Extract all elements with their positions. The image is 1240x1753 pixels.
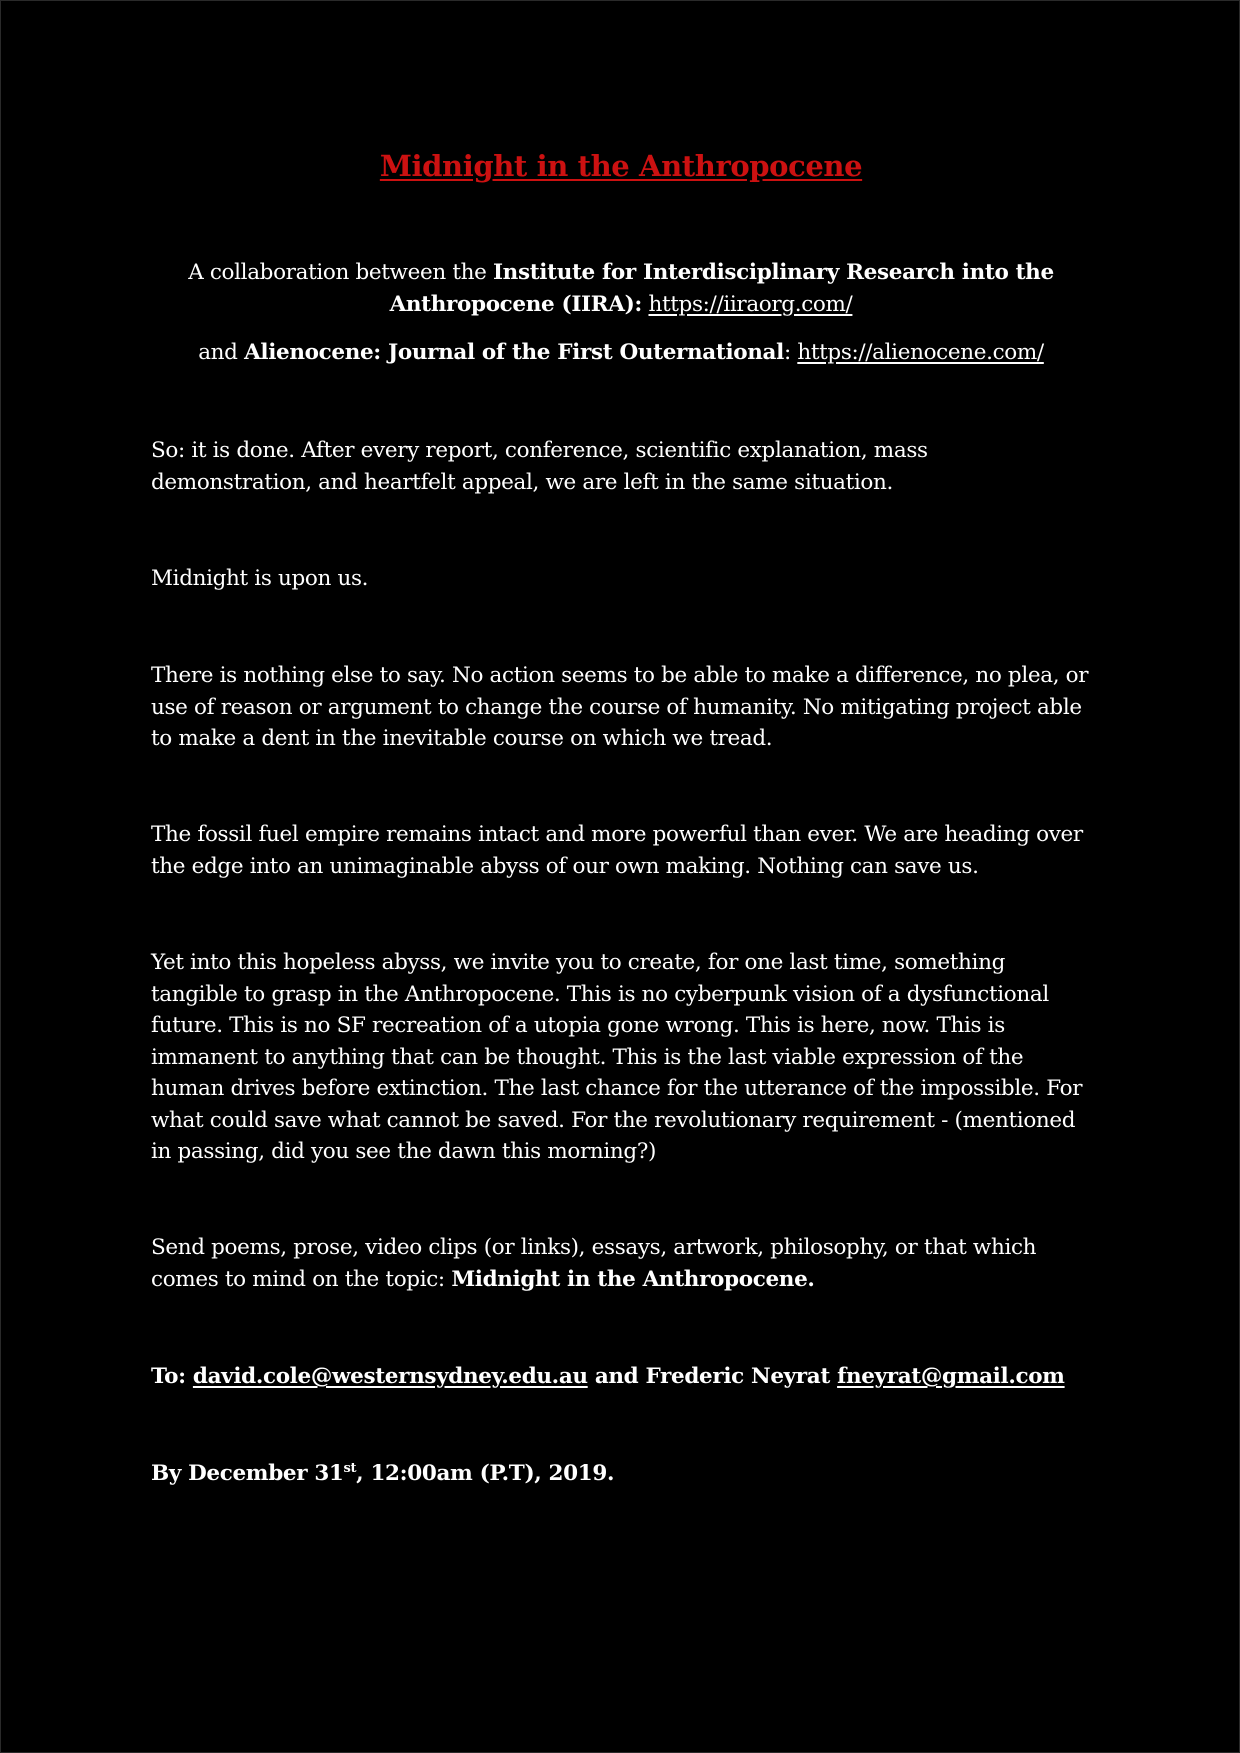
contact-and-name: and Frederic Neyrat	[587, 1364, 838, 1389]
email-link-cole[interactable]: david.cole@westernsydney.edu.au	[192, 1364, 588, 1389]
paragraph-midnight: Midnight is upon us.	[151, 566, 369, 591]
paragraph-hopeless-abyss: Yet into this hopeless abyss, we invite you to create, for one last time, something tangible to grasp in the Anthropocene. This is no cyberpunk vision of a dysfunctional future. This is no SF recreation of a utopia gone wrong. This is here, now. This is immanent to anything that can be thought. This is the last viable expression of the human drives before extinction. The last chance for the utterance of the impossible. For what could save what cannot be saved. For the revolutionary requirement - (mentioned in passing, did you see the dawn this morning?)	[151, 950, 1083, 1164]
paragraph-nothing-to-say: There is nothing else to say. No action seems to be able to make a difference, no plea, or use of reason or argument to change the course of humanity. No mitigating project able to make a dent in the inevitable course on which we tread.	[151, 663, 1089, 751]
collaboration-line-iira	[151, 257, 1091, 320]
page-title	[151, 148, 1091, 184]
paragraph-done: So: it is done. After every report, conference, scientific explanation, mass demonstration, and heartfelt appeal, we are left in the same situation.	[151, 438, 928, 495]
deadline-line	[151, 1458, 1091, 1490]
alienocene-link[interactable]: https://alienocene.com/	[797, 340, 1044, 365]
deadline-prefix: By December 31	[151, 1461, 344, 1486]
collaboration-and: and	[198, 340, 245, 365]
iira-name: Institute for Interdisciplinary Research into the Anthropocene (IIRA):	[389, 260, 1054, 317]
alienocene-name: Alienocene: Journal of the First Outernational	[244, 340, 784, 365]
iira-link[interactable]: https://iiraorg.com/	[648, 291, 853, 317]
deadline-rest: , 12:00am (P.T), 2019.	[356, 1461, 615, 1486]
email-link-neyrat[interactable]: fneyrat@gmail.com	[837, 1364, 1065, 1389]
title-link[interactable]: Midnight in the Anthropocene	[379, 149, 863, 183]
to-label: To:	[151, 1364, 193, 1389]
collaboration-intro: A collaboration between the	[188, 260, 493, 285]
paragraph-fossil-fuel: The fossil fuel empire remains intact and more powerful than ever. We are heading over the edge into an unimaginable abyss of our own making. Nothing can save us.	[151, 822, 1083, 879]
send-text: Send poems, prose, video clips (or links), essays, artwork, philosophy, or that which comes to mind on the topic:	[151, 1235, 1037, 1292]
send-topic: Midnight in the Anthropocene.	[451, 1266, 815, 1292]
paragraph-send-submissions	[151, 1232, 1091, 1295]
contact-line	[151, 1361, 1091, 1393]
collaboration-colon: :	[783, 340, 791, 365]
collaboration-line-alienocene	[151, 337, 1091, 369]
deadline-ordinal: st	[343, 1461, 357, 1476]
